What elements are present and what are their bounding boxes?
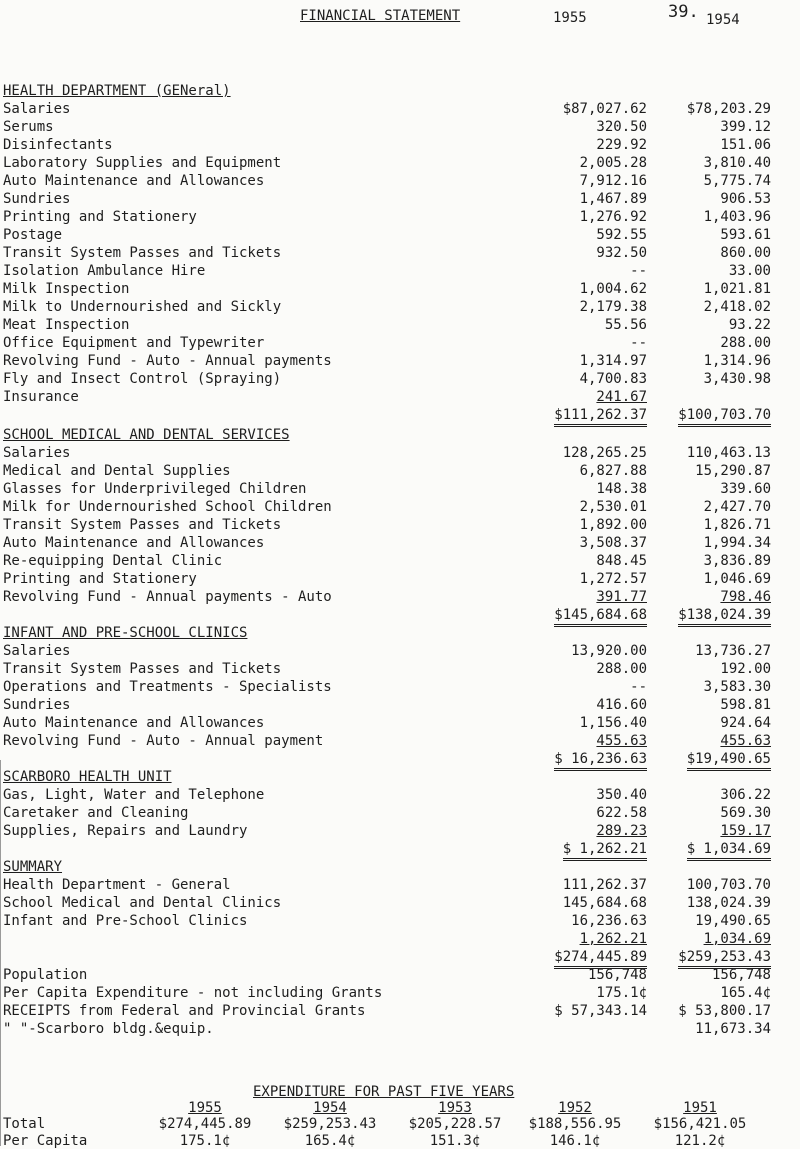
row-label: School Medical and Dental Clinics (3, 895, 282, 911)
row-label: Revolving Fund - Auto - Annual payments (3, 353, 332, 369)
value-1954: $78,203.29 (686, 101, 771, 117)
table-row (0, 462, 800, 480)
value-1954: 860.00 (720, 245, 771, 261)
table-row (0, 316, 800, 334)
history-year: 1955 (188, 1100, 222, 1116)
value-1955: 229.92 (596, 137, 647, 153)
table-row (0, 190, 800, 208)
value-1954: 1,021.81 (703, 281, 771, 297)
value-1955: 848.45 (596, 553, 647, 569)
table-row (0, 118, 800, 136)
row-label: Auto Maintenance and Allowances (3, 535, 265, 551)
value-1955: 1,314.97 (579, 353, 647, 369)
value-1955: 128,265.25 (562, 445, 647, 461)
table-row (0, 388, 800, 406)
history-per-capita: 165.4¢ (304, 1133, 356, 1149)
row-label: Fly and Insect Control (Spraying) (3, 371, 282, 387)
value-1954: 1,046.69 (703, 571, 771, 587)
value-1954: 1,034.69 (703, 931, 771, 947)
table-row (0, 714, 800, 732)
value-1955: 1,262.21 (579, 931, 647, 947)
table-row (0, 552, 800, 570)
value-1955: 622.58 (596, 805, 647, 821)
value-1954: 3,583.30 (703, 679, 771, 695)
table-row (0, 498, 800, 516)
section-heading-row (0, 858, 800, 876)
section-heading: INFANT AND PRE-SCHOOL CLINICS (3, 625, 248, 641)
value-1955: $111,262.37 (554, 406, 647, 427)
value-1955: 320.50 (596, 119, 647, 135)
value-1955: 16,236.63 (571, 913, 647, 929)
value-1955: -- (630, 263, 647, 279)
table-row (0, 696, 800, 714)
value-1954: 159.17 (720, 823, 771, 839)
value-1955: 1,276.92 (579, 209, 647, 225)
section-heading-row (0, 624, 800, 642)
table-row (0, 660, 800, 678)
history-total: $188,556.95 (528, 1116, 622, 1132)
table-row (0, 642, 800, 660)
value-1954: 1,314.96 (703, 353, 771, 369)
row-label: Glasses for Underprivileged Children (3, 481, 307, 497)
value-1955: 175.1¢ (596, 985, 647, 1001)
value-1954: 3,836.89 (703, 553, 771, 569)
value-1954: 3,430.98 (703, 371, 771, 387)
table-row (0, 154, 800, 172)
value-1955: 1,892.00 (579, 517, 647, 533)
value-1954: 288.00 (720, 335, 771, 351)
row-label: Sundries (3, 191, 71, 207)
value-1954: 455.63 (720, 733, 771, 749)
history-title: EXPENDITURE FOR PAST FIVE YEARS (253, 1084, 515, 1100)
value-1955: 55.56 (604, 317, 647, 333)
value-1955: 7,912.16 (579, 173, 647, 189)
value-1954: 151.06 (720, 137, 771, 153)
value-1954: $ 1,034.69 (687, 840, 771, 861)
row-label: Printing and Stationery (3, 209, 197, 225)
table-row (0, 280, 800, 298)
table-row (0, 534, 800, 552)
row-label: Printing and Stationery (3, 571, 197, 587)
row-label: Transit System Passes and Tickets (3, 245, 282, 261)
table-row (0, 334, 800, 352)
table-row (0, 262, 800, 280)
table-row (0, 804, 800, 822)
row-label: Transit System Passes and Tickets (3, 517, 282, 533)
row-label: Laboratory Supplies and Equipment (3, 155, 282, 171)
row-label: Population (3, 967, 88, 983)
table-row (0, 786, 800, 804)
value-1954: 1,403.96 (703, 209, 771, 225)
value-1955: 1,156.40 (579, 715, 647, 731)
row-label: Insurance (3, 389, 79, 405)
value-1954: 165.4¢ (720, 985, 771, 1001)
table-row (0, 172, 800, 190)
value-1955: 241.67 (596, 389, 647, 405)
footer-row (0, 984, 800, 1002)
section-heading: SCHOOL MEDICAL AND DENTAL SERVICES (3, 427, 290, 443)
footer-row (0, 1002, 800, 1020)
history-year: 1953 (438, 1100, 472, 1116)
table-row (0, 912, 800, 930)
table-row (0, 930, 800, 948)
value-1954: 598.81 (720, 697, 771, 713)
value-1955: $ 57,343.14 (554, 1003, 647, 1019)
value-1954: 15,290.87 (695, 463, 771, 479)
row-label: Salaries (3, 101, 71, 117)
value-1954: 93.22 (728, 317, 771, 333)
row-label: Meat Inspection (3, 317, 130, 333)
section-total-row (0, 406, 800, 424)
section-total-row (0, 750, 800, 768)
table-row (0, 298, 800, 316)
row-label: " "-Scarboro bldg.&equip. (3, 1021, 214, 1037)
row-label: Sundries (3, 697, 71, 713)
history-per-capita: 151.3¢ (429, 1133, 481, 1149)
value-1955: 3,508.37 (579, 535, 647, 551)
value-1955: 1,272.57 (579, 571, 647, 587)
history-per-capita: 146.1¢ (549, 1133, 601, 1149)
value-1954: 924.64 (720, 715, 771, 731)
value-1955: 391.77 (596, 589, 647, 605)
value-1954: 100,703.70 (686, 877, 771, 893)
value-1955: 111,262.37 (562, 877, 647, 893)
table-row (0, 444, 800, 462)
row-label: Gas, Light, Water and Telephone (3, 787, 265, 803)
value-1955: 2,179.38 (579, 299, 647, 315)
value-1954: $ 53,800.17 (678, 1003, 771, 1019)
value-1954: 11,673.34 (695, 1021, 771, 1037)
table-row (0, 244, 800, 262)
row-label: Infant and Pre-School Clinics (3, 913, 248, 929)
section-total-row (0, 840, 800, 858)
value-1955: 13,920.00 (571, 643, 647, 659)
page-number: 39. (668, 2, 699, 22)
value-1954: 3,810.40 (703, 155, 771, 171)
value-1954: 33.00 (728, 263, 771, 279)
table-row (0, 588, 800, 606)
history-year: 1954 (313, 1100, 347, 1116)
footer-row (0, 1020, 800, 1038)
value-1954: $259,253.43 (678, 948, 771, 969)
row-label: RECEIPTS from Federal and Provincial Grants (3, 1003, 366, 1019)
value-1955: -- (630, 335, 647, 351)
history-total: $259,253.43 (283, 1116, 377, 1132)
row-label: Revolving Fund - Annual payments - Auto (3, 589, 332, 605)
value-1955: 416.60 (596, 697, 647, 713)
value-1955: $87,027.62 (562, 101, 647, 117)
value-1954: 156,748 (711, 967, 771, 983)
value-1955: 592.55 (596, 227, 647, 243)
row-label: Caretaker and Cleaning (3, 805, 189, 821)
value-1955: 2,530.01 (579, 499, 647, 515)
statement-title: FINANCIAL STATEMENT (300, 8, 461, 24)
row-label: Milk to Undernourished and Sickly (3, 299, 282, 315)
value-1954: 2,427.70 (703, 499, 771, 515)
value-1955: 2,005.28 (579, 155, 647, 171)
row-label: Supplies, Repairs and Laundry (3, 823, 248, 839)
value-1954: 2,418.02 (703, 299, 771, 315)
row-label: Operations and Treatments - Specialists (3, 679, 332, 695)
value-1954: 192.00 (720, 661, 771, 677)
value-1954: $138,024.39 (678, 606, 771, 627)
history-per-capita: 175.1¢ (179, 1133, 231, 1149)
value-1955: $145,684.68 (554, 606, 647, 627)
value-1954: 399.12 (720, 119, 771, 135)
row-label: Milk for Undernourished School Children (3, 499, 332, 515)
table-row (0, 876, 800, 894)
history-year: 1951 (683, 1100, 717, 1116)
value-1955: 932.50 (596, 245, 647, 261)
value-1954: 593.61 (720, 227, 771, 243)
section-total-row (0, 948, 800, 966)
value-1955: 145,684.68 (562, 895, 647, 911)
value-1955: $ 1,262.21 (563, 840, 647, 861)
history-per-capita: 121.2¢ (674, 1133, 726, 1149)
row-label: Health Department - General (3, 877, 231, 893)
value-1955: 148.38 (596, 481, 647, 497)
value-1954: 306.22 (720, 787, 771, 803)
table-row (0, 100, 800, 118)
value-1954: 138,024.39 (686, 895, 771, 911)
row-label: Postage (3, 227, 63, 243)
section-heading: SUMMARY (3, 859, 63, 875)
table-row (0, 732, 800, 750)
row-label: Per Capita Expenditure - not including Grants (3, 985, 383, 1001)
value-1955: $274,445.89 (554, 948, 647, 969)
value-1955: $ 16,236.63 (554, 750, 647, 771)
section-heading: HEALTH DEPARTMENT (GENeral) (3, 83, 231, 99)
history-total-label: Total (3, 1116, 46, 1132)
history-year: 1952 (558, 1100, 592, 1116)
value-1954: 1,994.34 (703, 535, 771, 551)
table-row (0, 678, 800, 696)
table-row (0, 208, 800, 226)
row-label: Re-equipping Dental Clinic (3, 553, 223, 569)
value-1954: 339.60 (720, 481, 771, 497)
row-label: Office Equipment and Typewriter (3, 335, 265, 351)
section-total-row (0, 606, 800, 624)
row-label: Medical and Dental Supplies (3, 463, 231, 479)
value-1954: $100,703.70 (678, 406, 771, 427)
value-1955: -- (630, 679, 647, 695)
value-1955: 455.63 (596, 733, 647, 749)
section-heading-row (0, 768, 800, 786)
value-1954: 1,826.71 (703, 517, 771, 533)
value-1955: 1,467.89 (579, 191, 647, 207)
value-1954: 110,463.13 (686, 445, 771, 461)
value-1955: 350.40 (596, 787, 647, 803)
row-label: Isolation Ambulance Hire (3, 263, 206, 279)
row-label: Transit System Passes and Tickets (3, 661, 282, 677)
section-heading-row (0, 426, 800, 444)
row-label: Auto Maintenance and Allowances (3, 173, 265, 189)
table-row (0, 480, 800, 498)
row-label: Serums (3, 119, 54, 135)
row-label: Milk Inspection (3, 281, 130, 297)
row-label: Auto Maintenance and Allowances (3, 715, 265, 731)
history-total: $274,445.89 (158, 1116, 252, 1132)
value-1954: 5,775.74 (703, 173, 771, 189)
row-label: Disinfectants (3, 137, 113, 153)
value-1954: 19,490.65 (695, 913, 771, 929)
table-row (0, 822, 800, 840)
value-1954: 569.30 (720, 805, 771, 821)
row-label: Salaries (3, 643, 71, 659)
history-total: $156,421.05 (653, 1116, 747, 1132)
history-total: $205,228.57 (408, 1116, 502, 1132)
section-heading-row (0, 82, 800, 100)
table-row (0, 516, 800, 534)
row-label: Revolving Fund - Auto - Annual payment (3, 733, 324, 749)
value-1955: 288.00 (596, 661, 647, 677)
footer-row (0, 966, 800, 984)
year-header-1955: 1955 (553, 10, 587, 26)
year-header-1954: 1954 (706, 12, 740, 28)
value-1954: 798.46 (720, 589, 771, 605)
table-row (0, 352, 800, 370)
value-1954: $19,490.65 (687, 750, 771, 771)
table-row (0, 570, 800, 588)
row-label: Salaries (3, 445, 71, 461)
value-1955: 6,827.88 (579, 463, 647, 479)
section-heading: SCARBORO HEALTH UNIT (3, 769, 172, 785)
table-row (0, 370, 800, 388)
table-row (0, 894, 800, 912)
value-1954: 906.53 (720, 191, 771, 207)
value-1955: 1,004.62 (579, 281, 647, 297)
value-1955: 4,700.83 (579, 371, 647, 387)
table-row (0, 226, 800, 244)
value-1954: 13,736.27 (695, 643, 771, 659)
history-per-capita-label: Per Capita (3, 1133, 88, 1149)
value-1955: 289.23 (596, 823, 647, 839)
value-1955: 156,748 (587, 967, 647, 983)
table-row (0, 136, 800, 154)
